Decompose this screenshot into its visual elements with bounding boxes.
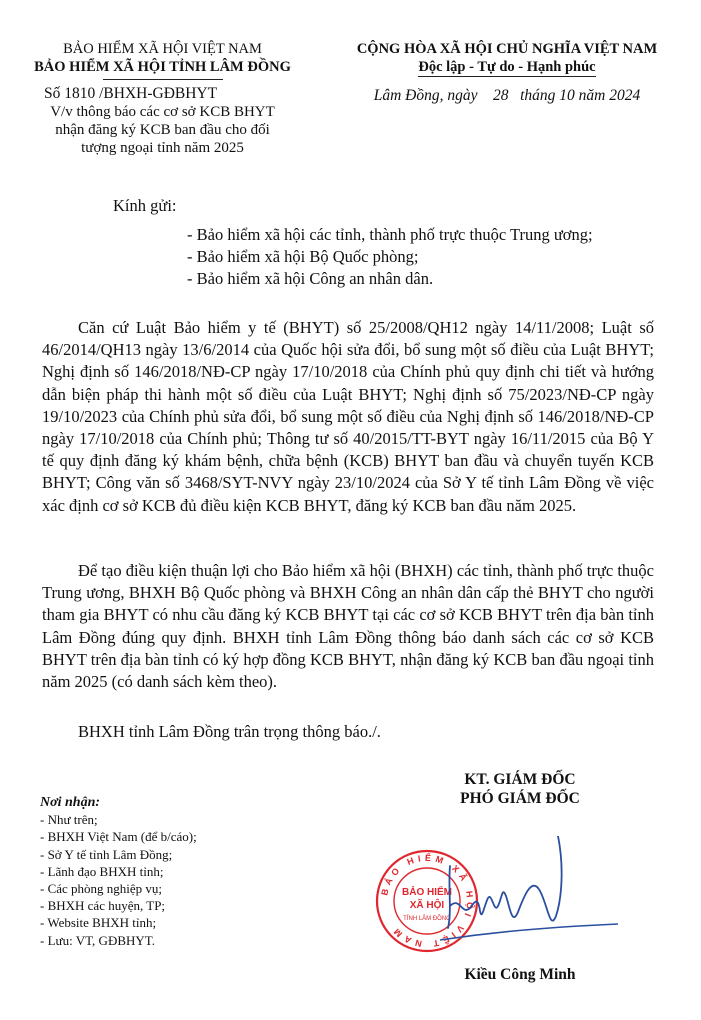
on-behalf-title: KT. GIÁM ĐỐC — [464, 771, 576, 788]
stamp-line-2: XÃ HỘI — [409, 900, 445, 911]
distribution-item: - Website BHXH tỉnh; — [40, 915, 157, 931]
paragraph-1-text: Căn cứ Luật Bảo hiểm y tế (BHYT) số 25/2008/QH12 ngày 14/11/2008; Luật số 46/2014/QH13 ngày 13/6/2014 của Quốc hội sửa đổi, bổ sung một số điều của Luật BHYT; Nghị định số 146/2018/NĐ-CP ngày 17/10/2018 của Chính phủ quy định chi tiết và hướng dẫn biện pháp thi hành một số điều của Luật BHYT; Nghị định số 75/2023/NĐ-CP ngày 19/10/2023 của Chính phủ sửa đổi, bổ sung một số điều của Nghị định số 146/2018/NĐ-CP ngày 17/10/2018 của Chính phủ; Thông tư số 40/2015/TT-BYT ngày 16/11/2015 của Bộ Y tế quy định đăng ký khám bệnh, chữa bệnh (KCB) BHYT ban đầu và chuyển tuyến KCB BHYT; Công văn số 3468/SYT-NVY ngày 23/10/2024 của Sở Y tế tỉnh Lâm Đồng về việc xác định cơ sở KCB đủ điều kiện KCB BHYT, đăng ký KCB ban đầu năm 2025. — [42, 318, 654, 515]
date-line: Lâm Đồng, ngày 28 tháng 10 năm 2024 — [373, 87, 641, 104]
national-motto-wrap — [322, 58, 692, 76]
signature-title-block — [400, 770, 640, 808]
distribution-list — [40, 794, 197, 949]
agency-name: BẢO HIỂM XÃ HỘI TỈNH LÂM ĐỒNG — [34, 59, 291, 75]
handwritten-signature-icon — [440, 836, 620, 946]
stamp-outer-text: BẢO HIỂM XÃ HỘI VIỆT NAM — [379, 852, 476, 950]
subject-line-2: nhận đăng ký KCB ban đầu cho đối — [55, 122, 270, 138]
issuing-agency-header — [20, 40, 305, 157]
distribution-item: - Lưu: VT, GĐBHYT. — [40, 932, 156, 948]
addressee-label: Kính gửi: — [113, 196, 177, 215]
recipient-list — [187, 224, 593, 290]
body-paragraph-2 — [42, 560, 654, 693]
national-motto: Độc lập - Tự do - Hạnh phúc — [418, 59, 596, 75]
distribution-item: - Như trên; — [40, 812, 98, 828]
distribution-title: Nơi nhận: — [40, 795, 101, 810]
national-header — [322, 40, 692, 105]
distribution-item: - BHXH Việt Nam (để b/cáo); — [40, 829, 197, 845]
signer-name: Kiều Công Minh — [464, 966, 576, 983]
header-underline — [103, 79, 223, 80]
closing-line: BHXH tỉnh Lâm Đồng trân trọng thông báo./. — [78, 722, 381, 741]
signer-position: PHÓ GIÁM ĐỐC — [460, 790, 580, 807]
recipient-item: - Bảo hiểm xã hội các tỉnh, thành phố trực thuộc Trung ương; — [187, 225, 593, 244]
distribution-item: - Các phòng nghiệp vụ; — [40, 881, 163, 897]
distribution-item: - BHXH các huyện, TP; — [40, 898, 166, 914]
recipient-item: - Bảo hiểm xã hội Bộ Quốc phòng; — [187, 247, 419, 266]
paragraph-2-text: Để tạo điều kiện thuận lợi cho Bảo hiểm xã hội (BHXH) các tỉnh, thành phố trực thuộc Trung ương, BHXH Bộ Quốc phòng và BHXH Công an nhân dân cấp thẻ BHYT cho người tham gia BHYT có nhu cầu đăng ký KCB BHYT tại các cơ sở KCB BHYT trên địa bàn tỉnh Lâm Đồng đúng quy định. BHXH tỉnh Lâm Đồng thông báo danh sách các cơ sở KCB BHYT trên địa bàn tỉnh có ký hợp đồng KCB BHYT, nhận đăng ký KCB ban đầu ngoại tỉnh năm 2025 (có danh sách kèm theo). — [42, 561, 654, 692]
distribution-item: - Lãnh đạo BHXH tỉnh; — [40, 863, 164, 879]
body-paragraph-1 — [42, 317, 654, 517]
parent-agency: BẢO HIỂM XÃ HỘI VIỆT NAM — [63, 41, 262, 57]
recipient-item: - Bảo hiểm xã hội Công an nhân dân. — [187, 269, 434, 288]
subject-line-3: tượng ngoại tỉnh năm 2025 — [81, 140, 244, 156]
distribution-item: - Sở Y tế tỉnh Lâm Đồng; — [40, 846, 173, 862]
subject-line-1: V/v thông báo các cơ sở KCB BHYT — [50, 104, 275, 120]
national-title: CỘNG HÒA XÃ HỘI CHỦ NGHĨA VIỆT NAM — [356, 41, 658, 57]
stamp-line-1: BẢO HIỂM — [402, 887, 452, 898]
stamp-line-3: TỈNH LÂM ĐỒNG — [403, 916, 451, 922]
document-number: Số 1810 /BHXH-GĐBHYT — [44, 85, 218, 102]
